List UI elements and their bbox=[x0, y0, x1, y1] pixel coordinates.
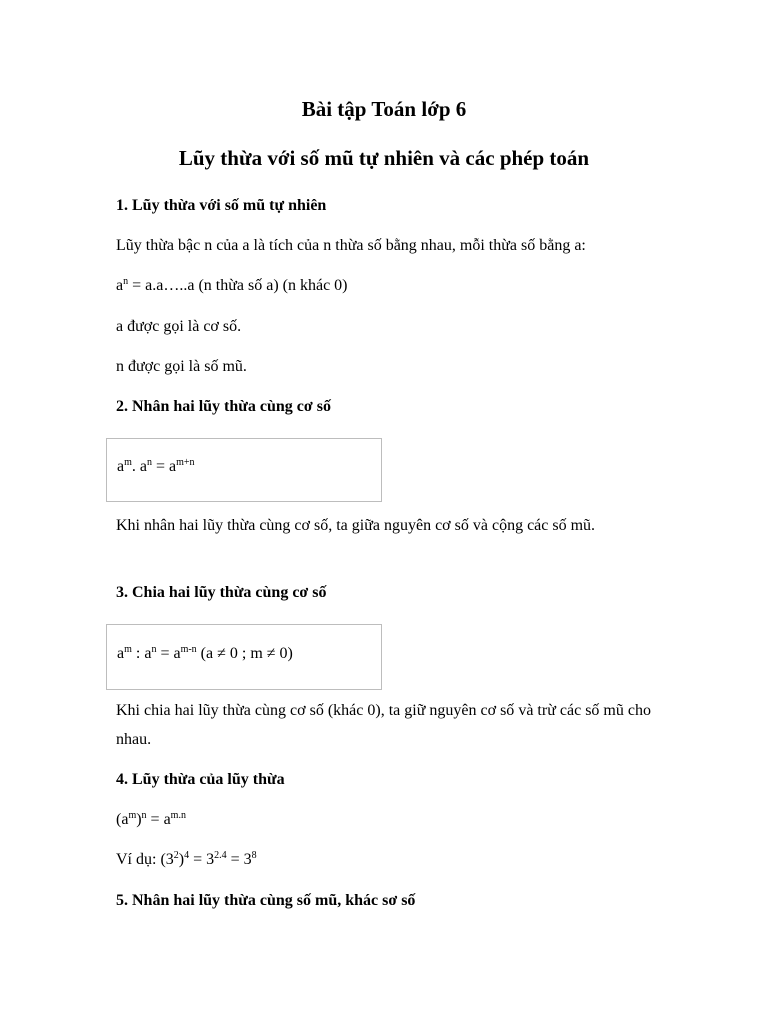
power-of-power-formula: $(a^m)^n = a^{m.n}$ bbox=[116, 810, 186, 828]
exponent-definition: n được gọi là số mũ. bbox=[116, 358, 247, 375]
divide-explanation: Khi chia hai lũy thừa cùng cơ số (khác 0), ta giữ nguyên cơ số và trừ các số mũ cho nhau. bbox=[116, 702, 651, 748]
section-4-heading: 4. Lũy thừa của lũy thừa bbox=[116, 771, 285, 788]
document-title: Bài tập Toán lớp 6 bbox=[301, 97, 467, 121]
section-2-heading: 2. Nhân hai lũy thừa cùng cơ số bbox=[116, 398, 331, 415]
formula-expansion: = a.a…..a (n thừa số a) (n khác 0) bbox=[128, 277, 348, 294]
formula-exponent: n bbox=[123, 276, 129, 287]
multiply-explanation: Khi nhân hai lũy thừa cùng cơ số, ta giữa nguyên cơ số và cộng các số mũ. bbox=[116, 517, 596, 534]
section-1-heading: 1. Lũy thừa với số mũ tự nhiên bbox=[116, 197, 327, 214]
power-formula bbox=[116, 277, 348, 295]
multiply-formula: $a^m$. $a^n = a^{m+n}$ bbox=[117, 457, 195, 475]
power-of-power-example: Ví dụ: $(3^2)^4 = 3^{2.4} = 3^8$ bbox=[116, 850, 257, 868]
section-5-heading: 5. Nhân hai lũy thừa cùng số mũ, khác sơ số bbox=[116, 892, 416, 909]
formula-base: a bbox=[116, 277, 124, 294]
document-subtitle: Lũy thừa với số mũ tự nhiên và các phép toán bbox=[178, 146, 590, 170]
divide-formula: $a^m$ : $a^n = a^{m-n}$ (a ≠ 0 ; m ≠ 0) bbox=[117, 644, 293, 662]
section-3-heading: 3. Chia hai lũy thừa cùng cơ số bbox=[116, 584, 327, 601]
base-definition: a được gọi là cơ số. bbox=[116, 318, 242, 335]
divide-formula-box bbox=[106, 624, 382, 690]
section-1-definition: Lũy thừa bậc n của a là tích của n thừa số bằng nhau, mỗi thừa số bằng a: bbox=[116, 237, 586, 254]
multiply-formula-box bbox=[106, 438, 382, 502]
